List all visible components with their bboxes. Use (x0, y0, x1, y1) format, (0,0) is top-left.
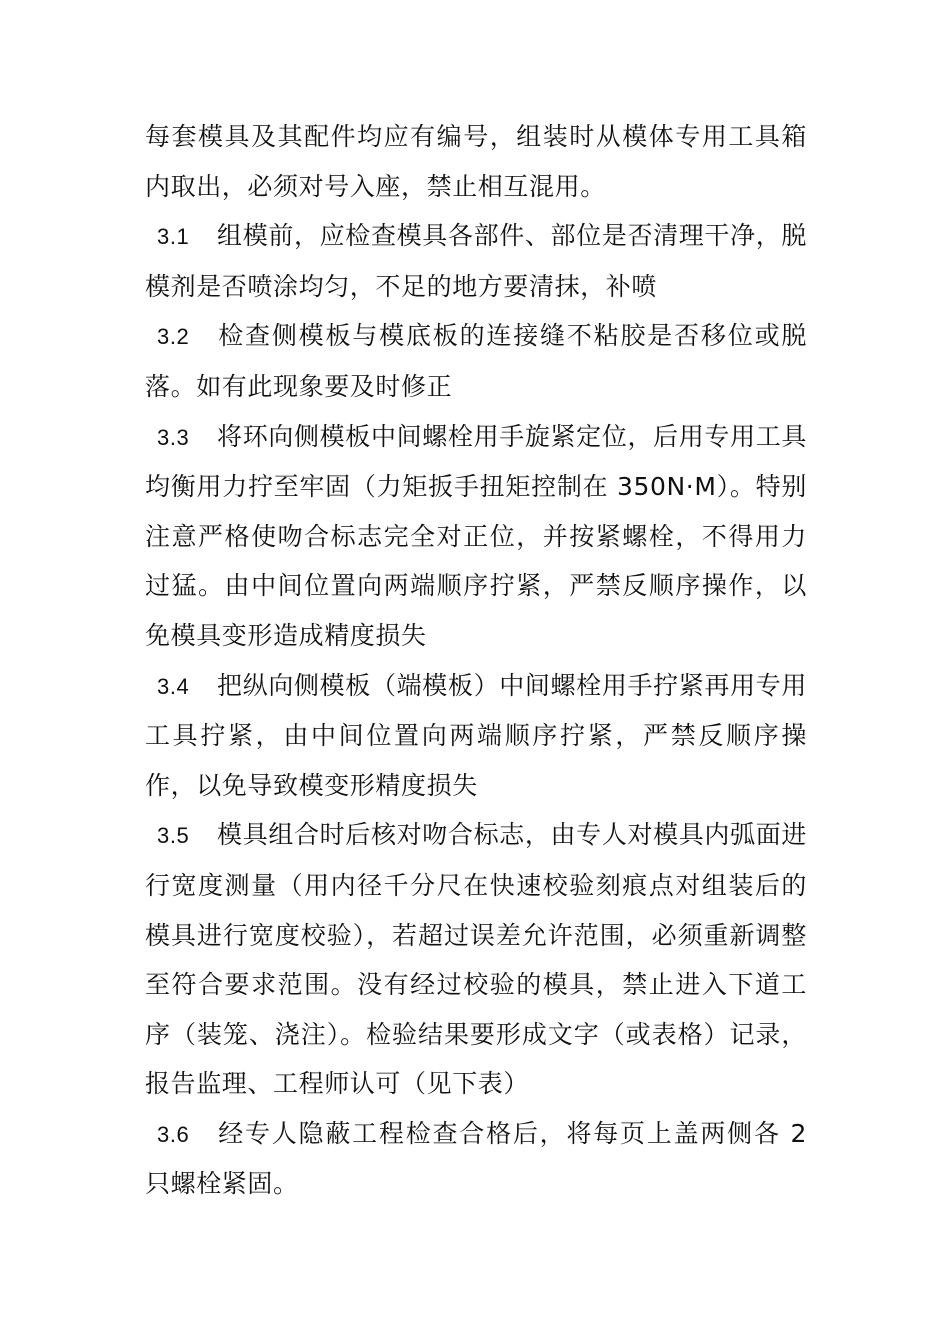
item-text: 经专人隐蔽工程检查合格后，将每页上盖两侧各 2 只螺栓紧固。 (145, 1118, 807, 1199)
item-number: 3.4 (157, 673, 190, 699)
item-text: 组模前，应检查模具各部件、部位是否清理干净，脱模剂是否喷涂均匀，不足的地方要清抹，补喷 (145, 221, 807, 301)
item-number: 3.2 (157, 324, 190, 350)
item-3-5 (145, 810, 807, 1109)
item-number: 3.1 (157, 224, 190, 250)
item-number: 3.5 (157, 823, 190, 849)
item-number: 3.3 (157, 424, 190, 450)
item-text: 检查侧模板与模底板的连接缝不粘胶是否移位或脱落。如有此现象要及时修正 (145, 321, 807, 401)
item-3-6 (145, 1109, 807, 1209)
item-text: 把纵向侧模板（端模板）中间螺栓用手拧紧再用专用工具拧紧，由中间位置向两端顺序拧紧，严禁反顺序操作，以免导致模变形精度损失 (145, 670, 807, 800)
item-3-1 (145, 211, 807, 311)
intro-paragraph: 每套模具及其配件均应有编号，组装时从模体专用工具箱内取出，必须对号入座，禁止相互混用。 (145, 122, 807, 201)
item-3-4 (145, 661, 807, 811)
item-text: 模具组合时后核对吻合标志，由专人对模具内弧面进行宽度测量（用内径千分尺在快速校验刻痕点对组装后的模具进行宽度校验），若超过误差允许范围，必须重新调整至符合要求范围。没有经过校验的模具，禁止进入下道工序（装笼、浇注）。检验结果要形成文字（或表格）记录，报告监理、工程师认可（见下表） (145, 820, 807, 1099)
item-3-3 (145, 412, 807, 661)
item-3-2 (145, 311, 807, 411)
document-body (145, 112, 807, 1209)
item-number: 3.6 (157, 1121, 190, 1147)
item-text: 将环向侧模板中间螺栓用手旋紧定位，后用专用工具均衡用力拧至牢固（力矩扳手扭矩控制在 350N·M）。特别注意严格使吻合标志完全对正位，并按紧螺栓，不得用力过猛。由中间位置向两端顺序拧紧，严禁反顺序操作，以免模具变形造成精度损失 (145, 421, 807, 650)
